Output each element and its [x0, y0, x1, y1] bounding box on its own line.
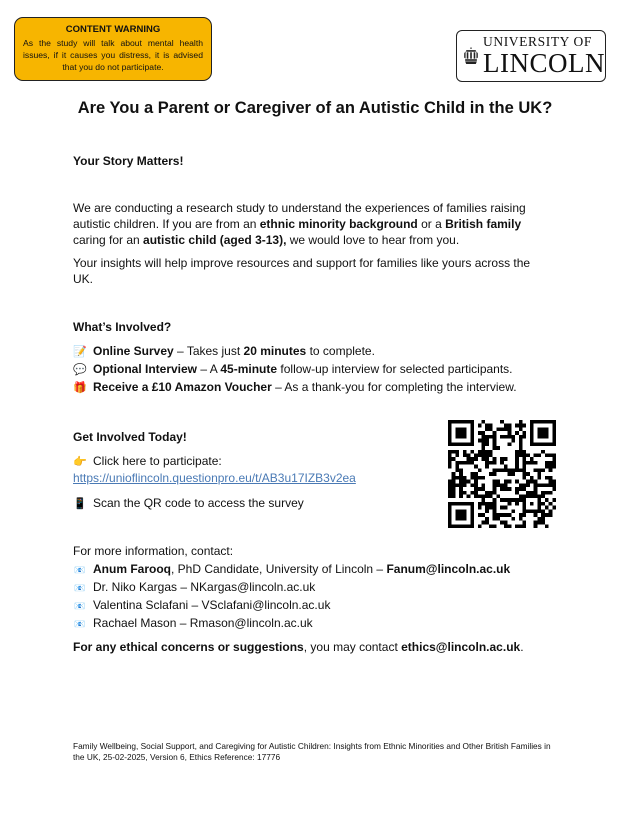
content-warning-title: CONTENT WARNING [65, 24, 161, 35]
contact-name: Anum Farooq [93, 562, 171, 576]
survey-text-b: to complete. [306, 344, 375, 358]
interview-label: Optional Interview [93, 362, 198, 376]
intro-bold-british: British family [445, 217, 522, 231]
email-icon: 📧 [74, 583, 86, 593]
gift-icon: 🎁 [73, 382, 87, 394]
contact-separator: – [176, 616, 190, 630]
click-to-participate [73, 453, 222, 470]
contact-separator: – [177, 580, 191, 594]
contact-row [73, 561, 510, 578]
page-title: Are You a Parent or Caregiver of an Autistic Child in the UK? [77, 99, 553, 117]
intro-text-2: or a [417, 217, 446, 231]
pointing-hand-icon: 👉 [73, 456, 87, 468]
involved-item-interview [73, 361, 513, 378]
interview-duration: 45-minute [220, 362, 278, 376]
email-icon: 📧 [74, 601, 86, 611]
university-logo [456, 30, 606, 82]
click-text: Click here to participate: [93, 454, 222, 468]
content-warning-box [14, 17, 212, 81]
contact-name: Valentina Sclafani [93, 598, 189, 612]
scan-text: Scan the QR code to access the survey [93, 496, 304, 510]
involved-heading: What’s Involved? [73, 320, 172, 334]
contact-name: Dr. Niko Kargas [93, 580, 178, 594]
ethics-contact [73, 639, 524, 655]
survey-text-a: – Takes just [173, 344, 244, 358]
ethics-end: . [520, 640, 524, 654]
intro-text-3: caring for an [73, 233, 144, 247]
scan-qr-instruction [73, 495, 304, 512]
contact-intro: For more information, contact: [73, 544, 234, 558]
speech-bubble-icon: 💬 [73, 364, 87, 376]
ethics-bold-text: For any ethical concerns or suggestions [73, 640, 304, 654]
intro-bold-ethnic: ethnic minority background [259, 217, 418, 231]
memo-icon: 📝 [73, 346, 87, 358]
survey-label: Online Survey [93, 344, 174, 358]
email-icon: 📧 [74, 565, 86, 575]
contact-row [73, 597, 330, 614]
intro-bold-autistic: autistic child (aged 3-13), [143, 233, 287, 247]
involved-item-survey [73, 343, 375, 360]
contact-role: , PhD Candidate, University of Lincoln – [171, 562, 387, 576]
intro-text-1: We are conducting a research study to understand the experiences of families raising autistic children. If you are from an [73, 201, 526, 231]
survey-link[interactable]: https://unioflincoln.questionpro.eu/t/AB3u17IZB3v2ea [73, 471, 356, 485]
contact-email[interactable]: NKargas@lincoln.ac.uk [190, 580, 316, 594]
get-involved-heading: Get Involved Today! [73, 430, 187, 444]
mobile-phone-icon: 📱 [73, 498, 87, 510]
ethics-email[interactable]: ethics@lincoln.ac.uk [401, 640, 521, 654]
intro-paragraph [73, 200, 553, 248]
insights-paragraph: Your insights will help improve resources and support for families like yours across the UK. [73, 256, 531, 286]
contact-email[interactable]: Rmason@lincoln.ac.uk [189, 616, 313, 630]
content-warning-text: As the study will talk about mental health issues, if it causes you distress, it is advised that you do not participate. [23, 38, 203, 72]
contact-email[interactable]: VSclafani@lincoln.ac.uk [201, 598, 331, 612]
footer-reference: Family Wellbeing, Social Support, and Caregiving for Autistic Children: Insights from Ethnic Minorities and Other British Families in the UK, 25-02-2025, Version 6, Ethics Reference: 17776 [73, 741, 551, 762]
contact-separator: – [188, 598, 202, 612]
email-icon: 📧 [74, 619, 86, 629]
logo-university-of: UNIVERSITY OF [483, 34, 592, 50]
intro-text-4: we would love to hear from you. [286, 233, 460, 247]
contact-row [73, 615, 313, 632]
contact-name: Rachael Mason [93, 616, 177, 630]
ethics-text: , you may contact [303, 640, 402, 654]
contact-row [73, 579, 315, 596]
voucher-label: Receive a £10 Amazon Voucher [93, 380, 272, 394]
interview-text-b: follow-up interview for selected participants. [277, 362, 513, 376]
involved-item-voucher [73, 379, 517, 396]
university-crest-icon [463, 37, 479, 75]
survey-qr-code[interactable] [448, 420, 556, 528]
contact-email[interactable]: Fanum@lincoln.ac.uk [386, 562, 511, 576]
voucher-text: – As a thank-you for completing the interview. [271, 380, 517, 394]
interview-text-a: – A [197, 362, 221, 376]
logo-lincoln: LINCOLN [483, 47, 605, 78]
survey-duration: 20 minutes [243, 344, 307, 358]
story-heading: Your Story Matters! [73, 154, 184, 168]
